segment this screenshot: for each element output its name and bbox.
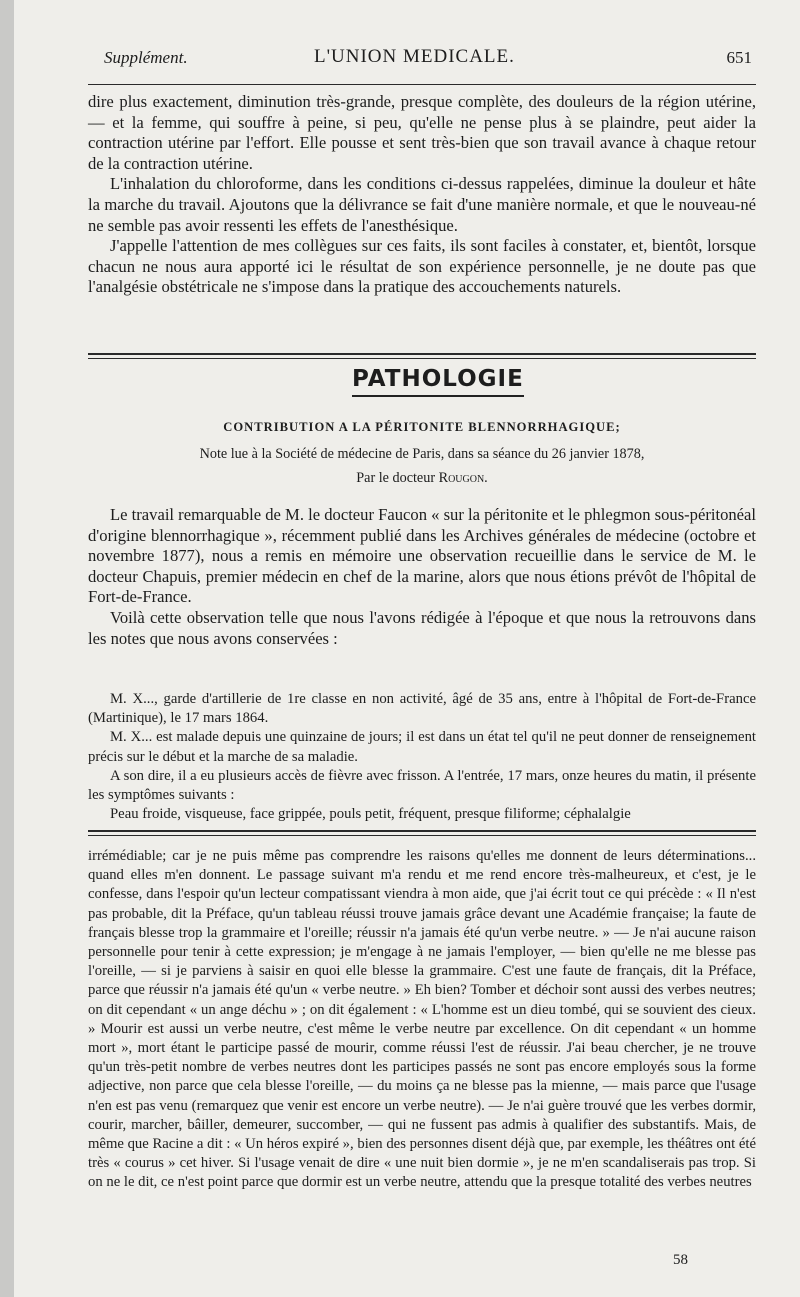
header-rule: [88, 84, 756, 85]
feuilleton-paragraph: irrémédiable; car je ne puis même pas comprendre les raisons qu'elles me donnent de leurs déterminations... quand elles m'en donnent. Le passage suivant m'a rendu et me rend encore très-malheureux, et c'est, je le confesse, dans l'espoir qu'un lecteur compatissant viendra à mon aide, que j'ai écrit tout ce qui précède : « Il n'est pas probable, dit la Préface, qu'un tableau réussi trouve jamais grâce devant une Académie française; la faute de français blesse trop la grammaire et l'oreille; réussir n'a jamais été qu'un verbe neutre. » — Je n'ai aucune raison personnelle pour tenir à cette expression; je m'engage à ne jamais l'employer, — bien qu'elle ne me blesse pas l'oreille, — si je parviens à saisir en quoi elle blesse la grammaire. C'est une faute de français, dit la Préface, parce que réussir n'a jamais été qu'un « verbe neutre. » Eh bien? Tomber et déchoir sont aussi des verbes neutres; on dit cependant « un ange déchu » ; on dit également : « L'homme est un dieu tombé, qui se souvient des cieux. » Mourir est aussi un verbe neutre, c'est même le verbe neutre par excellence. On dit cependant « un homme mort », mort étant le participe passé de mourir, comme réussi l'est de réussir. J'ai beau chercher, je ne trouve qu'un très-petit nombre de verbes neutres dont les participes passés ne sont pas encore employés sous la forme adjective, non parce que cela blesse l'oreille, — du moins ça ne blesse pas la mienne, — mais parce que l'usage n'en est pas venu (remarquez que venir est encore un verbe neutre). — Je n'ai guère trouvé que les verbes dormir, courir, marcher, bâiller, demeurer, succomber, — qui ne fussent pas admis à qualifier des substantifs. Mais, de même que Racine a dit : « Un héros expiré », bien des personnes disent déjà que, par exemple, les théâtres ont été très « courus » cet hiver. Si l'usage venait de dire « une nuit bien dormie », je ne m'en scandaliserais pas trop. Si on ne le dit, ce n'est point parce que dormir est un verbe neutre, attendu que la presque totalité des verbes neutres: [88, 848, 756, 1191]
feuilleton-block: [88, 847, 756, 1193]
header-page-number: 651: [726, 48, 752, 67]
paragraph: J'appelle l'attention de mes collègues sur ces faits, ils sont faciles à constater, et, bientôt, lorsque chacun ne nous aura apporté ici le résultat de son expérience personnelle, je ne doute pas que l'analgésie obstétricale ne s'impose dans la pratique des accouchements naturels.: [88, 236, 756, 297]
observation-paragraph: A son dire, il a eu plusieurs accès de fièvre avec frisson. A l'entrée, 17 mars, onze heures du matin, il présente les symptômes suivants :: [88, 767, 756, 804]
paragraph: L'inhalation du chloroforme, dans les conditions ci-dessus rappelées, diminue la douleur et hâte la marche du travail. Ajoutons que la délivrance se fait d'une manière normale, et que le nouveau-né ne semble pas avoir ressenti les effets de l'anesthésique.: [88, 174, 756, 235]
header-supplement: Supplément.: [104, 48, 188, 67]
header-journal-title: L'UNION MEDICALE.: [314, 46, 515, 67]
paragraph: Voilà cette observation telle que nous l'avons rédigée à l'époque et que nous la retrouvons dans les notes que nous avons conservées :: [88, 607, 756, 648]
section-rule: [88, 353, 756, 355]
feuilleton-rule: [88, 830, 756, 832]
article-byline: [88, 470, 756, 487]
article-title: CONTRIBUTION A LA PÉRITONITE BLENNORRHAGIQUE;: [223, 420, 621, 434]
byline-author: Rougon.: [438, 470, 488, 486]
paragraph: Le travail remarquable de M. le docteur Faucon « sur la péritonite et le phlegmon sous-péritonéal d'origine blennorrhagique », récemment publié dans les Archives générales de médecine (octobre et novembre 1877), nous a remis en mémoire une observation recueillie dans le service de M. le docteur Chapuis, premier médecin en chef de la marine, alors que nous étions prévôt de l'hôpital de Fort-de-France.: [88, 505, 757, 607]
paragraph: dire plus exactement, diminution très-grande, presque complète, des douleurs de la région utérine, — et la femme, qui souffre à peine, si peu, qu'elle ne pense plus à se plaindre, peut aider la contraction utérine par l'effort. Elle pousse et sent très-bien que son travail avance à chaque retour de la contraction utérine.: [88, 92, 756, 173]
byline-prefix: Par le docteur: [356, 470, 436, 486]
observation-paragraph: M. X... est malade depuis une quinzaine de jours; il est dans un état tel qu'il ne peut donner de renseignement précis sur le début et la marche de sa maladie.: [88, 729, 756, 765]
article-intro: [88, 505, 756, 649]
article-note: Note lue à la Société de médecine de Paris, dans sa séance du 26 janvier 1878,: [199, 446, 645, 462]
observation-paragraph: M. X..., garde d'artillerie de 1re classe en non activité, âgé de 35 ans, entre à l'hôpital de Fort-de-France (Martinique), le 17 mars 1864.: [88, 691, 756, 727]
observation-block: [88, 690, 756, 824]
running-header: [104, 44, 756, 72]
observation-paragraph: Peau froide, visqueuse, face grippée, pouls petit, fréquent, presque filiforme; céphalalgie: [110, 806, 631, 823]
folio: 58: [673, 1252, 688, 1268]
section-title: PATHOLOGIE: [352, 366, 524, 397]
top-text-block: [88, 92, 756, 298]
